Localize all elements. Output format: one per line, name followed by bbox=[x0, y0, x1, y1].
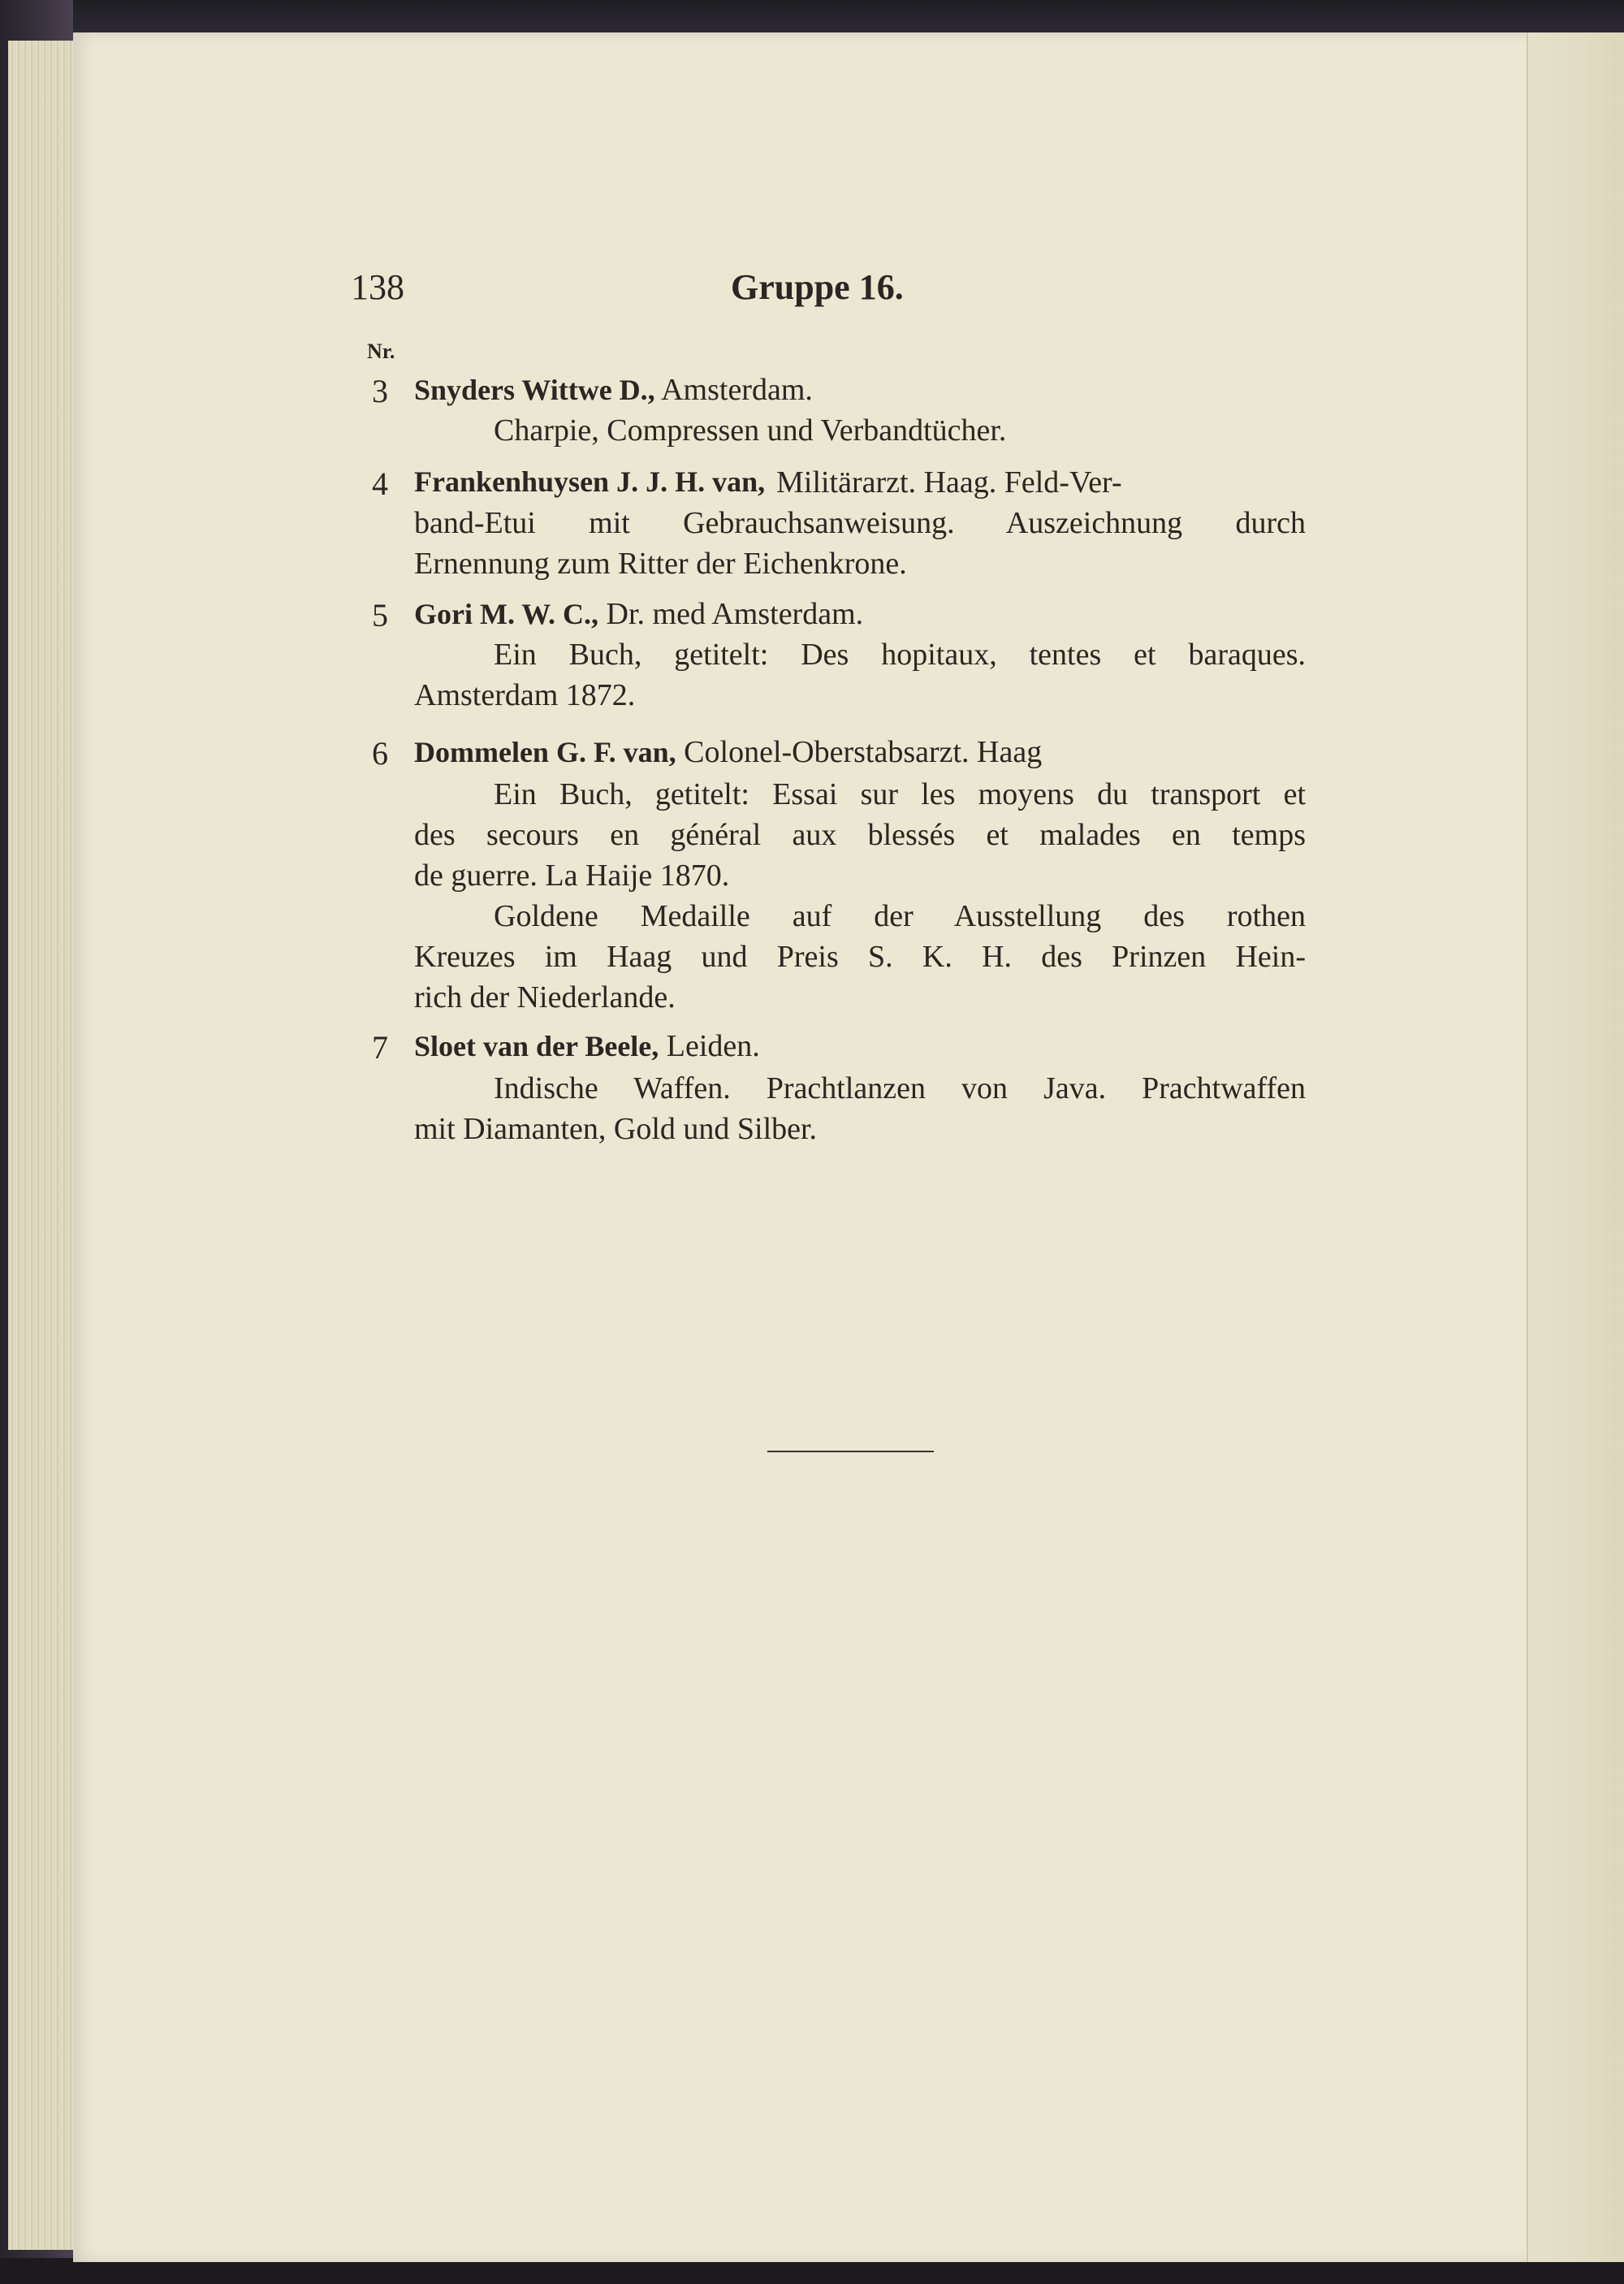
group-title: Gruppe 16. bbox=[731, 267, 904, 307]
entry-number: 7 bbox=[372, 1029, 388, 1066]
entry-text: Ernennung zum Ritter der Eichenkrone. bbox=[414, 547, 907, 581]
facing-page-edge bbox=[1527, 32, 1624, 2262]
entry-text: Ein Buch, getitelt: Des hopitaux, tentes et baraques. bbox=[494, 638, 1306, 672]
entry-text: Militärarzt. Haag. Feld-Ver- bbox=[776, 465, 1122, 500]
entry-number: 5 bbox=[372, 597, 388, 634]
entry-text: Goldene Medaille auf der Ausstellung des rothen bbox=[494, 899, 1306, 933]
entry-5 bbox=[372, 596, 1306, 718]
entry-text: Amsterdam. bbox=[661, 373, 813, 407]
entry-text: Leiden. bbox=[666, 1029, 760, 1063]
entry-heading-line bbox=[414, 1028, 760, 1064]
entry-4 bbox=[372, 465, 1306, 586]
entry-heading-line bbox=[414, 734, 1042, 770]
entry-text: Charpie, Compressen und Verbandtücher. bbox=[494, 413, 1007, 448]
page-number: 138 bbox=[351, 267, 404, 307]
entry-number: 4 bbox=[372, 465, 388, 502]
entry-text: Kreuzes im Haag und Preis S. K. H. des Prinzen Hein- bbox=[414, 940, 1306, 974]
entry-name: Snyders Wittwe D., bbox=[414, 374, 655, 406]
nr-column-label: Nr. bbox=[367, 340, 395, 363]
entry-number: 3 bbox=[372, 373, 388, 409]
entry-text: de guerre. La Haije 1870. bbox=[414, 859, 730, 893]
entry-heading-line bbox=[414, 596, 863, 632]
section-rule bbox=[767, 1451, 934, 1452]
entry-text: Ein Buch, getitelt: Essai sur les moyens du transport et bbox=[494, 777, 1306, 811]
entry-text: band-Etui mit Gebrauchsanweisung. Auszeichnung durch bbox=[414, 506, 1306, 540]
entry-name: Gori M. W. C., bbox=[414, 598, 599, 630]
entry-3 bbox=[372, 372, 1306, 453]
entry-heading-line bbox=[414, 372, 813, 408]
entry-6 bbox=[372, 734, 1306, 1019]
entry-text: mit Diamanten, Gold und Silber. bbox=[414, 1112, 818, 1146]
entry-7 bbox=[372, 1028, 1306, 1150]
running-head bbox=[351, 266, 1309, 315]
entry-text: Amsterdam 1872. bbox=[414, 678, 636, 712]
entry-name: Dommelen G. F. van, bbox=[414, 736, 676, 768]
entry-name: Frankenhuysen J. J. H. van, bbox=[414, 465, 766, 498]
entry-name: Sloet van der Beele, bbox=[414, 1030, 659, 1062]
entry-number: 6 bbox=[372, 735, 388, 772]
entry-text: Dr. med Amsterdam. bbox=[606, 597, 864, 631]
entry-text: des secours en général aux blessés et malades en temps bbox=[414, 818, 1306, 852]
entry-text: Indische Waffen. Prachtlanzen von Java. Prachtwaffen bbox=[494, 1071, 1306, 1105]
entry-text: Colonel-Oberstabsarzt. Haag bbox=[684, 735, 1043, 769]
entry-text: rich der Niederlande. bbox=[414, 980, 676, 1014]
entry-heading-line bbox=[414, 465, 1306, 500]
